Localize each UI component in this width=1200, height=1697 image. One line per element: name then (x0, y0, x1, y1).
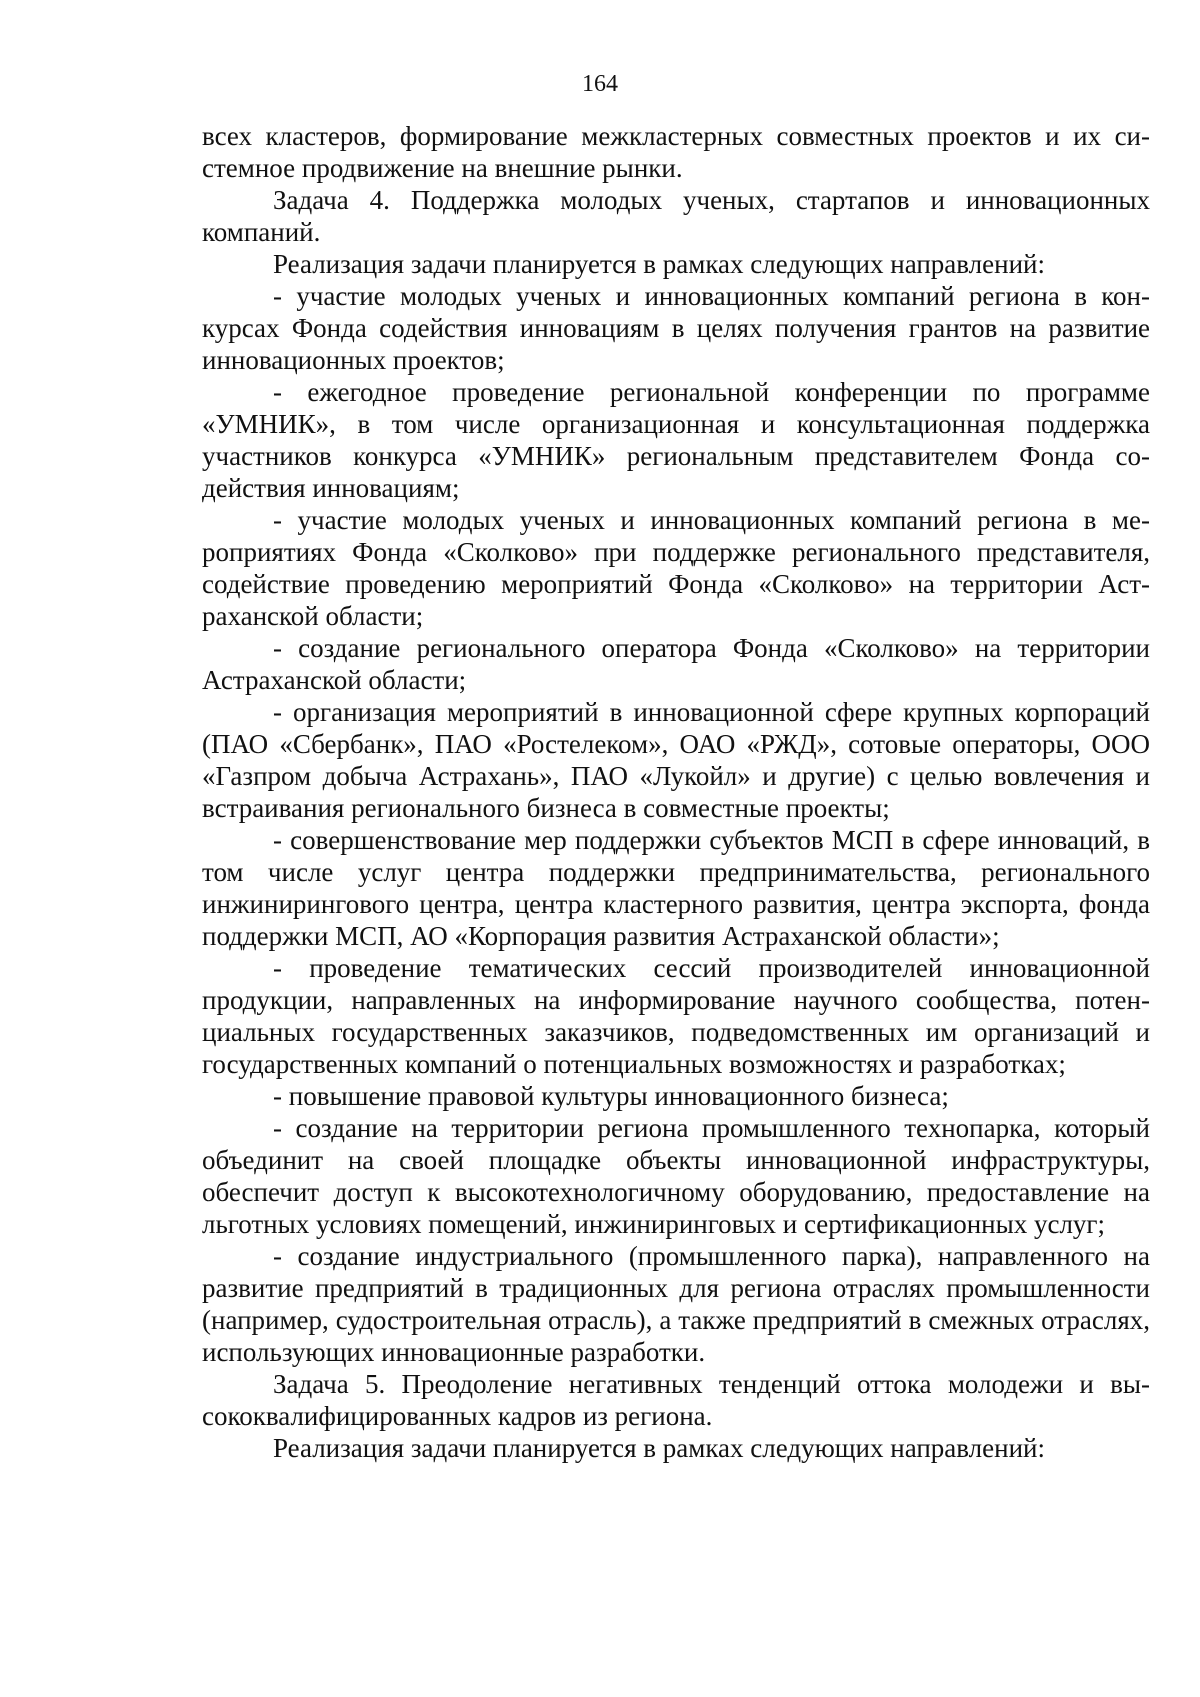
page-number: 164 (582, 71, 618, 97)
list-item: - создание на территории региона промышленного технопарка, который объединит на своей площадке объекты инновационной инфраструктуры, обеспечит доступ к высокотехнологичному оборудованию, предоставление на льготных условиях помещений, инжиниринговых и сертификационных услуг; (202, 1113, 1150, 1239)
task-heading: Задача 5. Преодоление негативных тенденций оттока молодежи и высококвалифицированных кадров из региона. (202, 1369, 1150, 1431)
list-item: - организация мероприятий в инновационной сфере крупных корпораций (ПАО «Сбербанк», ПАО «Ростелеком», ОАО «РЖД», сотовые операторы, ООО «Газпром добыча Астрахань», ПАО «Лукойл» и другие) с целью вовлечения и встраивания регионального бизнеса в совместные проекты; (202, 697, 1150, 823)
paragraph: всех кластеров, формирование межкластерных совместных проектов и их системное продвижение на внешние рынки. (202, 121, 1150, 183)
list-item: - участие молодых ученых и инновационных компаний региона в конкурсах Фонда содействия инновациям в целях получения грантов на развитие инновационных проектов; (202, 281, 1150, 375)
list-item: - ежегодное проведение региональной конференции по программе «УМНИК», в том числе организационная и консультационная поддержка участников конкурса «УМНИК» региональным представителем Фонда содействия инновациям; (202, 377, 1150, 503)
paragraph: Реализация задачи планируется в рамках следующих направлений: (273, 1433, 1045, 1463)
list-item: - совершенствование мер поддержки субъектов МСП в сфере инноваций, в том числе услуг центра поддержки предпринимательства, регионального инжинирингового центра, центра кластерного развития, центра экспорта, фонда поддержки МСП, АО «Корпорация развития Астраханской области»; (202, 825, 1150, 951)
list-item: - создание индустриального (промышленного парка), направленного на развитие предприятий в традиционных для региона отраслях промышленности (например, судостроительная отрасль), а также предприятий в смежных отраслях, использующих инновационные разработки. (202, 1241, 1150, 1367)
task-heading: Задача 4. Поддержка молодых ученых, стартапов и инновационных компаний. (202, 185, 1150, 247)
paragraph: Реализация задачи планируется в рамках следующих направлений: (273, 249, 1045, 279)
list-item: - проведение тематических сессий производителей инновационной продукции, направленных на информирование научного сообщества, потенциальных государственных заказчиков, подведомственных им организаций и государственных компаний о потенциальных возможностях и разработках; (202, 953, 1150, 1079)
list-item: - участие молодых ученых и инновационных компаний региона в мероприятиях Фонда «Сколково» при поддержке регионального представителя, содействие проведению мероприятий Фонда «Сколково» на территории Астраханской области; (202, 505, 1150, 631)
document-body (202, 120, 1150, 1464)
list-item: - создание регионального оператора Фонда «Сколково» на территории Астраханской области; (202, 633, 1150, 695)
list-item: - повышение правовой культуры инновационного бизнеса; (273, 1081, 949, 1111)
